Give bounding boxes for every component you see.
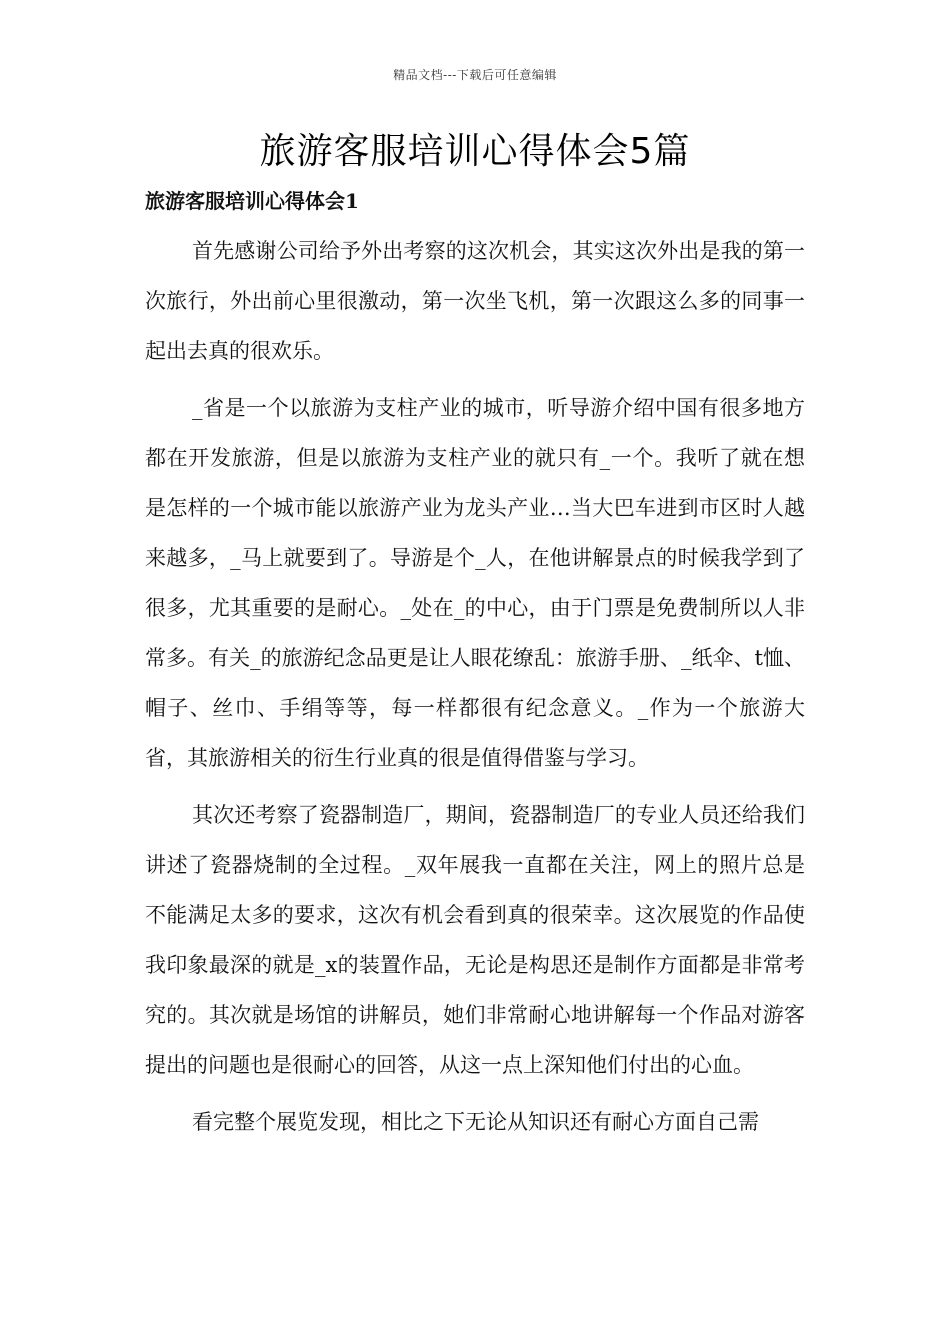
document-title: 旅游客服培训心得体会5篇 [259,131,691,172]
paragraph-1: 首先感谢公司给予外出考察的这次机会，其实这次外出是我的第一次旅行，外出前心里很激动，第一次坐飞机，第一次跟这么多的同事一起出去真的很欢乐。 [145,239,805,363]
paragraph-3: 其次还考察了瓷器制造厂，期间，瓷器制造厂的专业人员还给我们讲述了瓷器烧制的全过程。_双年展我一直都在关注，网上的照片总是不能满足太多的要求，这次有机会看到真的很荣幸。这次展览的作品使我印象最深的就是_x的装置作品，无论是构思还是制作方面都是非常考究的。其次就是场馆的讲解员，她们非常耐心地讲解每一个作品对游客提出的问题也是很耐心的回答，从这一点上深知他们付出的心血。 [145,803,805,1077]
paragraph-4: 看完整个展览发现，相比之下无论从知识还有耐心方面自己需 [192,1110,759,1134]
document-body [145,226,805,1154]
paragraph-2: _省是一个以旅游为支柱产业的城市，听导游介绍中国有很多地方都在开发旅游，但是以旅游为支柱产业的就只有_一个。我听了就在想是怎样的一个城市能以旅游产业为龙头产业…当大巴车进到市区时人越来越多，_马上就要到了。导游是个_人，在他讲解景点的时候我学到了很多，尤其重要的是耐心。_处在_的中心，由于门票是免费制所以人非常多。有关_的旅游纪念品更是让人眼花缭乱：旅游手册、_纸伞、t恤、帽子、丝巾、手绢等等，每一样都很有纪念意义。_作为一个旅游大省，其旅游相关的衍生行业真的很是值得借鉴与学习。 [145,396,805,770]
section-heading: 旅游客服培训心得体会1 [145,189,359,213]
header-note: 精品文档---下载后可任意编辑 [393,68,557,82]
